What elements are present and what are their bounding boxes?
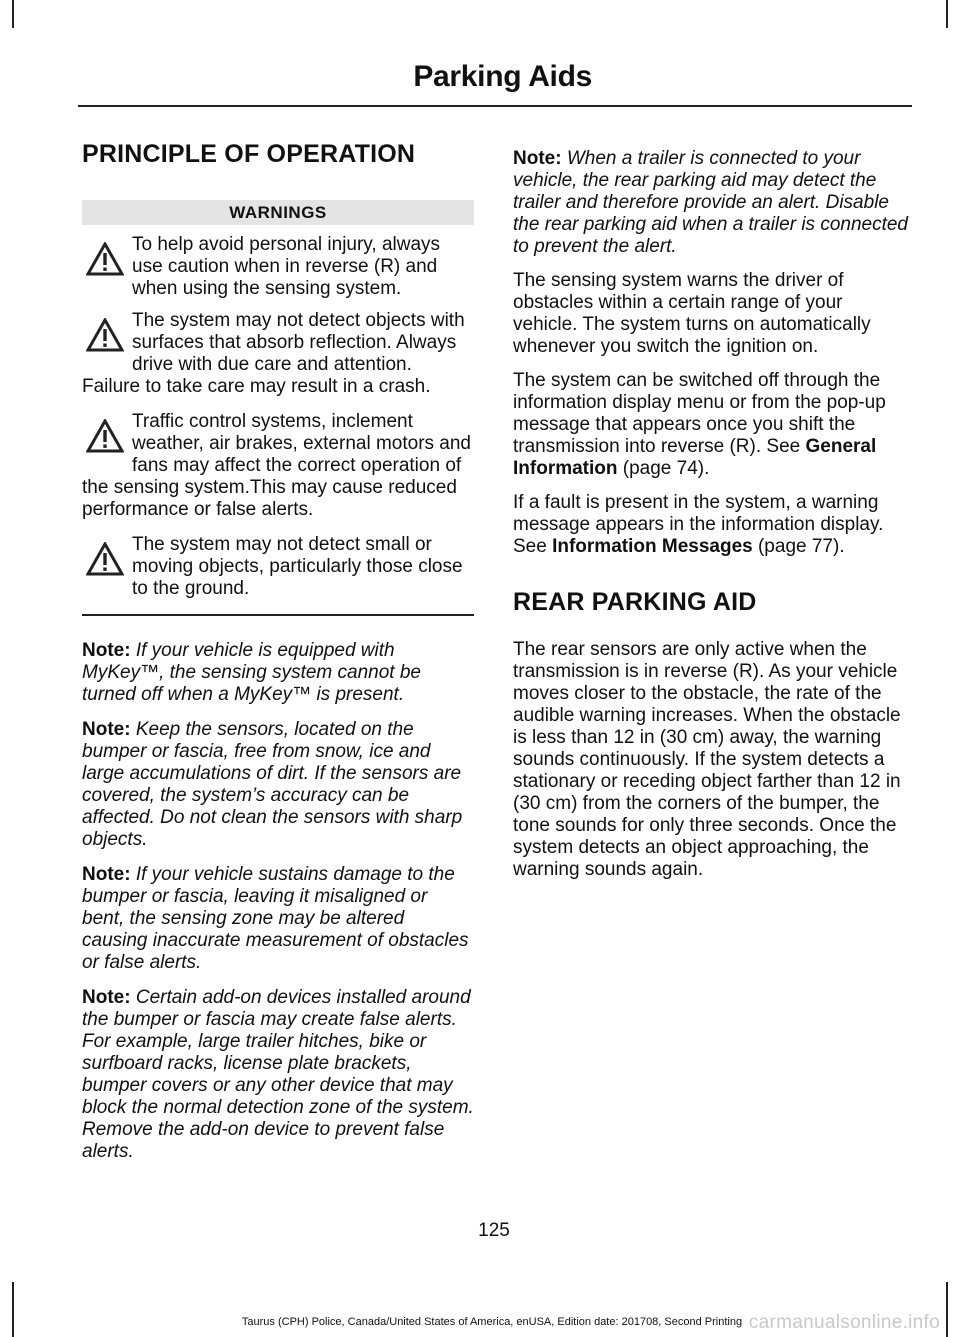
warning-item [82,310,474,398]
warning-item [82,534,474,600]
cross-reference-link[interactable]: General Information [513,436,877,479]
note-label: Note: [82,640,131,661]
warnings-end-rule [82,614,474,616]
note-label: Note: [82,987,131,1008]
warning-triangle-icon [86,542,124,576]
right-column [513,148,909,881]
cross-reference-link[interactable]: Information Messages [552,536,753,557]
warning-text: Traffic control systems, inclement weather, air brakes, external motors and fans may affect the correct operation of the sensing system.This may cause reduced performance or false alerts. [82,411,472,520]
note-label: Note: [82,864,131,885]
section-title-principle: PRINCIPLE OF OPERATION [82,140,416,168]
note-label: Note: [513,148,562,169]
warning-text: The system may not detect objects with surfaces that absorb reflection. Always drive with due care and attention. Failure to take care may result in a crash. [82,310,465,397]
note-text: When a trailer is connected to your vehicle, the rear parking aid may detect the trailer and therefore provide an alert. Disable the rear parking aid when a trailer is connected to prevent the alert. [513,148,909,257]
warning-triangle-icon [86,419,124,453]
header-rule [78,105,912,107]
body-paragraph: The sensing system warns the driver of obstacles within a certain range of your vehicle. The system turns on automatically whenever you switch the ignition on. [513,270,871,357]
page-reference: (page 74). [617,458,710,479]
section-title-rear-parking-aid: REAR PARKING AID [513,588,757,616]
crop-mark [946,1282,948,1337]
body-paragraph [513,370,909,480]
note-paragraph [82,640,474,706]
paragraph-text: If a fault is present in the system, a warning message appears in the information display. See [513,492,884,557]
warning-item [82,234,474,300]
crop-mark [946,0,948,28]
warning-item [82,411,474,521]
crop-mark [12,0,14,28]
page-header-title: Parking Aids [413,60,592,93]
note-text: If your vehicle is equipped with MyKey™, the sensing system cannot be turned off when a MyKey™ is present. [82,640,421,705]
left-column [82,140,474,1163]
page-number: 125 [478,1220,510,1241]
warnings-heading: WARNINGS [82,200,474,225]
note-text: Keep the sensors, located on the bumper or fascia, free from snow, ice and large accumulations of dirt. If the sensors are covered, the system’s accuracy can be affected. Do not clean the sensors with sharp objects. [82,719,463,850]
footer-edition-line: Taurus (CPH) Police, Canada/United States of America, enUSA, Edition date: 201708, Second Printing [241,1316,743,1328]
crop-mark [12,1282,14,1337]
note-text: If your vehicle sustains damage to the bumper or fascia, leaving it misaligned or bent, the sensing zone may be altered causing inaccurate measurement of obstacles or false alerts. [82,864,469,973]
note-text: Certain add-on devices installed around the bumper or fascia may create false alerts. For example, large trailer hitches, bike or surfboard racks, license plate brackets, bumper covers or any other device that may block the normal detection zone of the system. Remove the add-on device to prevent false alerts. [82,987,474,1162]
warning-text: The system may not detect small or moving objects, particularly those close to the ground. [132,534,463,599]
watermark: carmanualsonline.info [748,1312,940,1333]
note-paragraph [82,864,474,974]
note-paragraph [82,719,474,851]
warning-text: To help avoid personal injury, always use caution when in reverse (R) and when using the sensing system. [132,234,441,299]
note-paragraph [82,987,474,1163]
warning-triangle-icon [86,318,124,352]
paragraph-text: The system can be switched off through the information display menu or from the pop-up message that appears once you shift the transmission into reverse (R). See [513,370,886,457]
note-paragraph [513,148,909,258]
body-paragraph: The rear sensors are only active when the transmission is in reverse (R). As your vehicle moves closer to the obstacle, the rate of the audible warning increases. When the obstacle is less than 12 in (30 cm) away, the warning sounds continuously. If the system detects a stationary or receding object farther than 12 in (30 cm) from the corners of the bumper, the tone sounds for only three seconds. Once the system detects an object approaching, the warning sounds again. [513,639,901,880]
warning-triangle-icon [86,242,124,276]
page-reference: (page 77). [752,536,845,557]
note-label: Note: [82,719,131,740]
body-paragraph [513,492,909,558]
